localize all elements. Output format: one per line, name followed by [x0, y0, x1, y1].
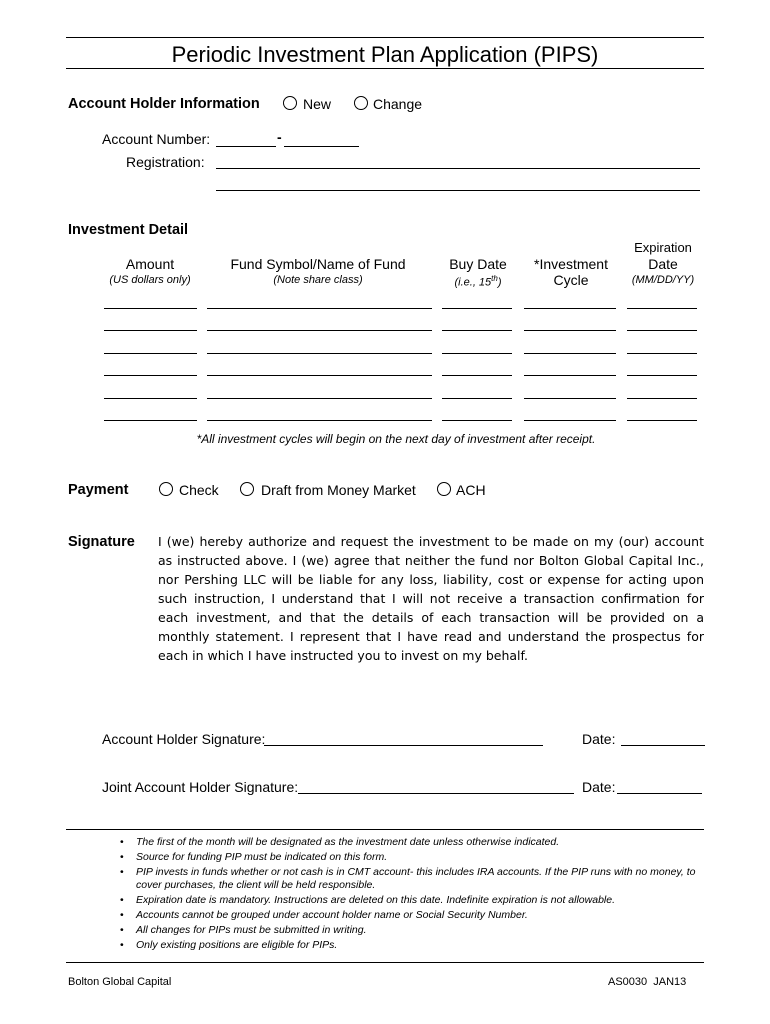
joint-holder-date-label: Date:: [582, 779, 616, 795]
check-radio[interactable]: [159, 482, 173, 496]
expiration-date-entry-field[interactable]: [627, 398, 697, 399]
expiration-date-entry-field[interactable]: [627, 308, 697, 309]
investment-cycle-entry-field[interactable]: [524, 308, 616, 309]
note-item: • All changes for PIPs must be submitted in writing.: [118, 924, 708, 937]
buy-date-entry-field[interactable]: [442, 375, 512, 376]
registration-label: Registration:: [126, 154, 205, 170]
buy-date-entry-field[interactable]: [442, 420, 512, 421]
new-label: New: [303, 96, 332, 112]
note-item: • Accounts cannot be grouped under account holder name or Social Security Number.: [118, 909, 708, 922]
account-holder-heading: Account Holder Information: [68, 96, 260, 112]
amount-entry-field[interactable]: [104, 398, 197, 399]
account-holder-signature-field[interactable]: [264, 745, 543, 746]
account-holder-date-label: Date:: [582, 731, 616, 747]
ach-radio[interactable]: [437, 482, 451, 496]
expiration-date-entry-field[interactable]: [627, 375, 697, 376]
fund-column-header: Fund Symbol/Name of Fund: [230, 256, 406, 272]
amount-entry-field[interactable]: [104, 308, 197, 309]
investment-cycle-entry-field[interactable]: [524, 353, 616, 354]
page-title: Periodic Investment Plan Application (PIPS): [171, 42, 599, 67]
account-number-label: Account Number:: [102, 131, 211, 147]
account-number-separator: -: [277, 129, 282, 145]
amount-column-header: Amount: [125, 256, 175, 272]
note-item: • Only existing positions are eligible for PIPs.: [118, 939, 708, 952]
joint-holder-signature-label: Joint Account Holder Signature:: [102, 779, 299, 795]
authorization-text: I (we) hereby authorize and request the investment to be made on my (our) account as instructed above. I (we) agree that neither the fund nor Bolton Global Capital Inc., nor Pershing LLC will be liable for any loss, liability, cost or expense for acting upon such instruction, I understand that I will not receive a transaction confirmation for each investment, and that the details of each transaction will be provided on a monthly statement. I represent that I have read and understand the prospectus for each in which I have instructed you to invest on my behalf.: [158, 534, 704, 663]
buy-date-column-subheader: (i.e., 15th): [454, 274, 502, 289]
expiration-date-entry-field[interactable]: [627, 330, 697, 331]
footer-top-rule: [66, 962, 704, 963]
fund-entry-field[interactable]: [207, 398, 432, 399]
joint-holder-date-field[interactable]: [617, 793, 702, 794]
fund-entry-field[interactable]: [207, 353, 432, 354]
amount-entry-field[interactable]: [104, 375, 197, 376]
buy-date-column-header: Buy Date: [449, 256, 507, 272]
change-radio[interactable]: [354, 96, 368, 110]
fund-entry-field[interactable]: [207, 420, 432, 421]
amount-entry-field[interactable]: [104, 420, 197, 421]
account-holder-date-field[interactable]: [621, 745, 705, 746]
expiration-date-entry-field[interactable]: [627, 353, 697, 354]
investment-cycle-entry-field[interactable]: [524, 420, 616, 421]
buy-date-entry-field[interactable]: [442, 353, 512, 354]
draft-money-market-label: Draft from Money Market: [261, 482, 416, 498]
note-item: • The first of the month will be designated as the investment date unless otherwise indicated.: [118, 836, 708, 849]
payment-heading: Payment: [68, 482, 129, 498]
signature-heading: Signature: [68, 534, 135, 550]
account-number-field-part1[interactable]: [216, 146, 276, 147]
joint-holder-signature-field[interactable]: [298, 793, 574, 794]
notes-top-rule: [66, 829, 704, 830]
fund-entry-field[interactable]: [207, 330, 432, 331]
notes-list: [118, 836, 708, 954]
investment-cycle-column-header-line2: Cycle: [553, 272, 589, 288]
expiration-date-entry-field[interactable]: [627, 420, 697, 421]
account-number-field-part2[interactable]: [284, 146, 359, 147]
buy-date-entry-field[interactable]: [442, 398, 512, 399]
fund-entry-field[interactable]: [207, 375, 432, 376]
investment-detail-heading: Investment Detail: [68, 222, 189, 238]
registration-field-line1[interactable]: [216, 168, 700, 169]
new-radio[interactable]: [283, 96, 297, 110]
investment-cycle-note: *All investment cycles will begin on the next day of investment after receipt.: [196, 432, 596, 446]
buy-date-entry-field[interactable]: [442, 308, 512, 309]
amount-entry-field[interactable]: [104, 330, 197, 331]
check-label: Check: [179, 482, 219, 498]
draft-money-market-radio[interactable]: [240, 482, 254, 496]
investment-cycle-column-header: *Investment: [534, 256, 608, 272]
registration-field-line2[interactable]: [216, 190, 700, 191]
amount-entry-field[interactable]: [104, 353, 197, 354]
investment-cycle-entry-field[interactable]: [524, 398, 616, 399]
investment-cycle-entry-field[interactable]: [524, 330, 616, 331]
expiration-column-header: Expiration: [634, 240, 692, 255]
fund-column-subheader: (Note share class): [273, 274, 363, 286]
footer-form-code: AS0030 JAN13: [608, 976, 687, 988]
expiration-column-header-line2: Date: [648, 256, 678, 272]
expiration-column-subheader: (MM/DD/YY): [631, 274, 695, 286]
account-holder-signature-label: Account Holder Signature:: [102, 731, 266, 747]
ach-label: ACH: [456, 482, 486, 498]
note-item: • Expiration date is mandatory. Instructions are deleted on this date. Indefinite expiration is not allowable.: [118, 894, 708, 907]
fund-entry-field[interactable]: [207, 308, 432, 309]
investment-cycle-entry-field[interactable]: [524, 375, 616, 376]
title-bottom-rule: [66, 68, 704, 69]
footer-company: Bolton Global Capital: [68, 976, 172, 988]
note-item: • Source for funding PIP must be indicated on this form.: [118, 851, 708, 864]
buy-date-entry-field[interactable]: [442, 330, 512, 331]
note-item: • PIP invests in funds whether or not cash is in CMT account- this includes IRA accounts. If the PIP runs with no money, to cover purchases, the client will be held responsible.: [118, 866, 708, 892]
amount-column-subheader: (US dollars only): [109, 274, 191, 286]
title-top-rule: [66, 37, 704, 38]
change-label: Change: [373, 96, 423, 112]
